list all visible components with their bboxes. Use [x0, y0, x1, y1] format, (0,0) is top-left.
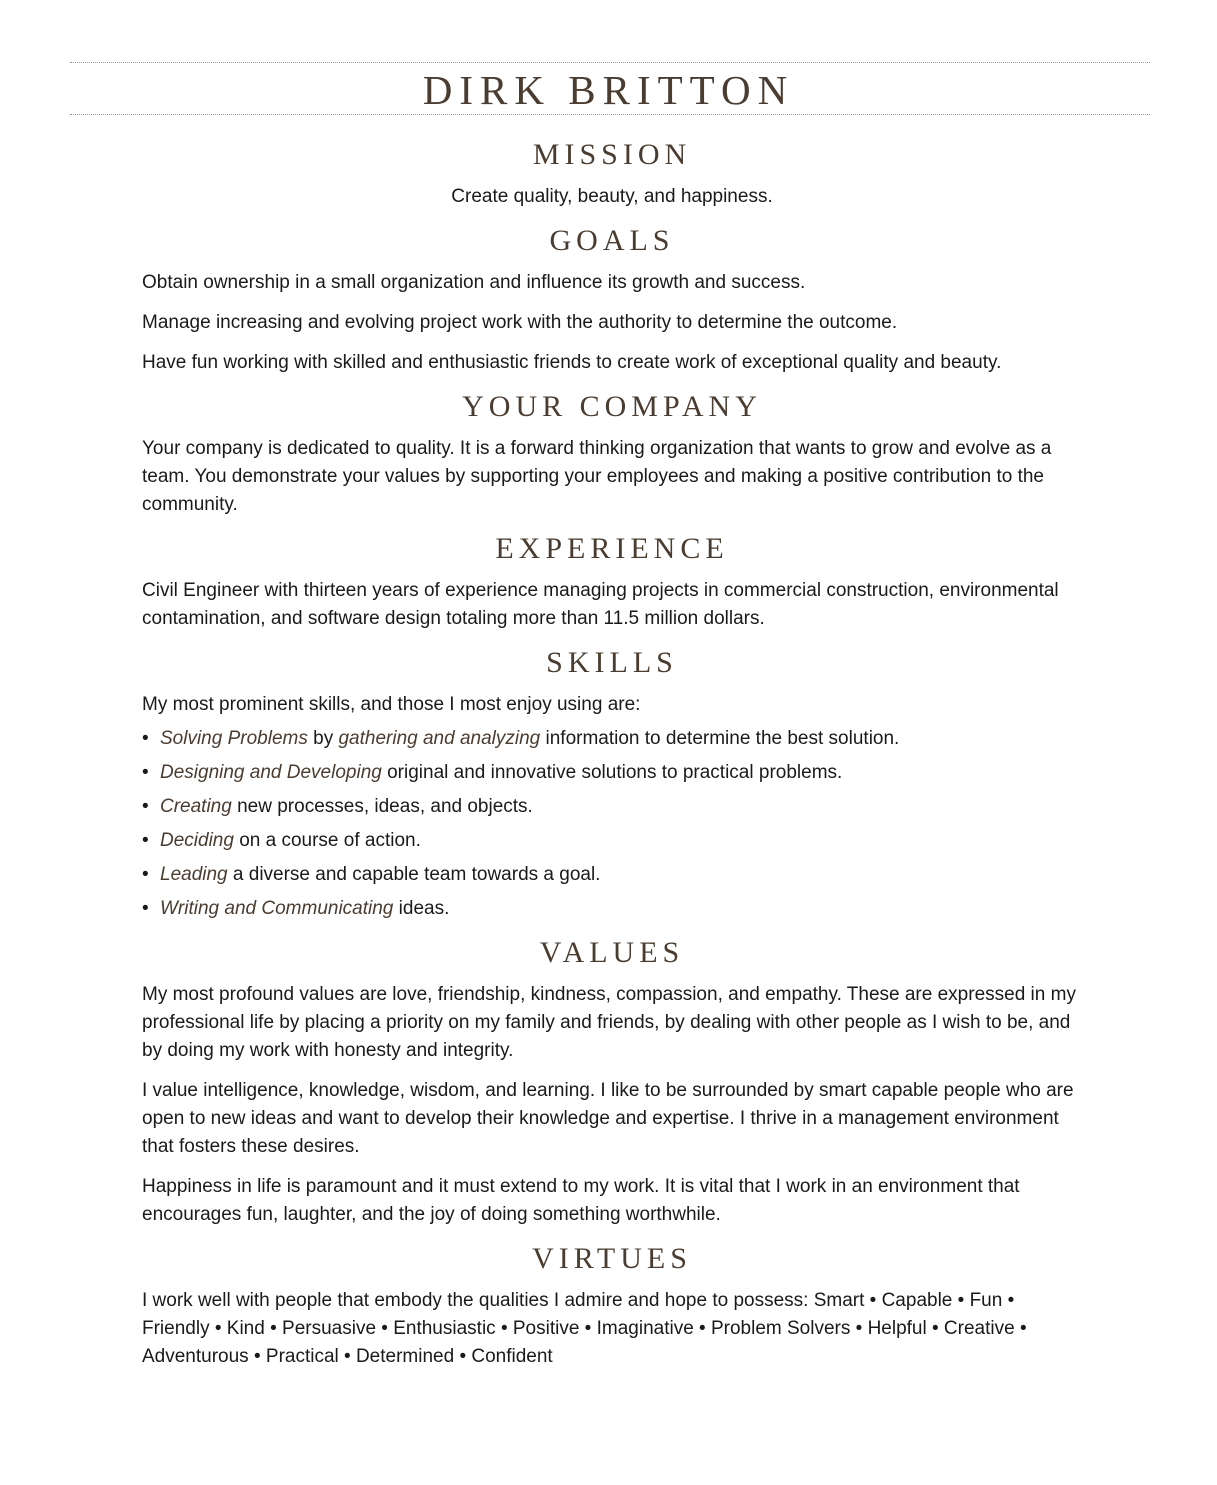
experience-section [142, 529, 1082, 633]
skills-list [142, 725, 1082, 923]
values-heading: VALUES [539, 936, 685, 969]
resume-name: DIRK BRITTON [422, 67, 795, 113]
experience-heading: EXPERIENCE [495, 532, 729, 565]
company-text: Your company is dedicated to quality. It is a forward thinking organization that wants to grow and evolve as a team. You demonstrate your values by supporting your employees and making a positive contribution to the community. [142, 438, 1052, 515]
values-section [142, 933, 1082, 1229]
top-divider [70, 62, 1150, 63]
goals-heading: GOALS [549, 224, 675, 257]
skill-connector: by [307, 728, 339, 749]
skill-description: on a course of action. [233, 830, 421, 851]
mission-section [142, 135, 1082, 211]
experience-text: Civil Engineer with thirteen years of experience managing projects in commercial construction, environmental contamination, and software design totaling more than 11.5 million dollars. [142, 580, 1059, 629]
bullet-icon: • [142, 728, 149, 749]
company-section [142, 387, 1082, 519]
bullet-icon: • [142, 898, 149, 919]
company-heading: YOUR COMPANY [462, 390, 762, 423]
skill-keyword: Solving Problems [160, 728, 308, 749]
skill-description: new processes, ideas, and objects. [231, 796, 533, 817]
virtues-heading: VIRTUES [532, 1242, 692, 1275]
bullet-icon: • [142, 762, 149, 783]
skill-item [142, 861, 1082, 889]
goal-item: Manage increasing and evolving project work with the authority to determine the outcome. [142, 312, 898, 333]
skill-description: ideas. [393, 898, 450, 919]
skill-item [142, 827, 1082, 855]
goal-item: Have fun working with skilled and enthusiastic friends to create work of exceptional quality and beauty. [142, 352, 1002, 373]
skill-keyword: gathering and analyzing [338, 728, 541, 749]
skill-keyword: Leading [160, 864, 228, 885]
goals-section [142, 221, 1082, 377]
skill-description: original and innovative solutions to practical problems. [381, 762, 843, 783]
skill-item [142, 759, 1082, 787]
skill-keyword: Writing and Communicating [160, 898, 394, 919]
mission-text: Create quality, beauty, and happiness. [451, 186, 773, 207]
skill-keyword: Designing and Developing [160, 762, 382, 783]
values-paragraph: My most profound values are love, friendship, kindness, compassion, and empathy. These are expressed in my professional life by placing a priority on my family and friends, by dealing with other people as I wish to be, and by doing my work with honesty and integrity. [142, 984, 1076, 1061]
skill-description: a diverse and capable team towards a goal. [227, 864, 601, 885]
skill-description: information to determine the best solution. [540, 728, 900, 749]
bullet-icon: • [142, 830, 149, 851]
bullet-icon: • [142, 796, 149, 817]
resume-body [142, 135, 1082, 1381]
mission-heading: MISSION [532, 138, 692, 171]
skill-item [142, 725, 1082, 753]
virtues-text: I work well with people that embody the qualities I admire and hope to possess: Smart • Capable • Fun • Friendly • Kind • Persuasive • Enthusiastic • Positive • Imaginative • Problem Solvers • Helpful • Creative • Adventurous • Practical • Determined • Confident [142, 1290, 1027, 1367]
virtues-section [142, 1239, 1082, 1371]
bullet-icon: • [142, 864, 149, 885]
skill-keyword: Creating [160, 796, 232, 817]
skills-section [142, 643, 1082, 923]
skill-item [142, 793, 1082, 821]
skill-keyword: Deciding [160, 830, 234, 851]
values-paragraph: Happiness in life is paramount and it must extend to my work. It is vital that I work in an environment that encourages fun, laughter, and the joy of doing something worthwhile. [142, 1176, 1020, 1225]
skills-intro: My most prominent skills, and those I most enjoy using are: [142, 694, 641, 715]
name-divider [70, 114, 1150, 115]
skill-item [142, 895, 1082, 923]
values-paragraph: I value intelligence, knowledge, wisdom, and learning. I like to be surrounded by smart capable people who are open to new ideas and want to develop their knowledge and expertise. I thrive in a management environment that fosters these desires. [142, 1080, 1074, 1157]
skills-heading: SKILLS [546, 646, 678, 679]
goal-item: Obtain ownership in a small organization and influence its growth and success. [142, 272, 806, 293]
